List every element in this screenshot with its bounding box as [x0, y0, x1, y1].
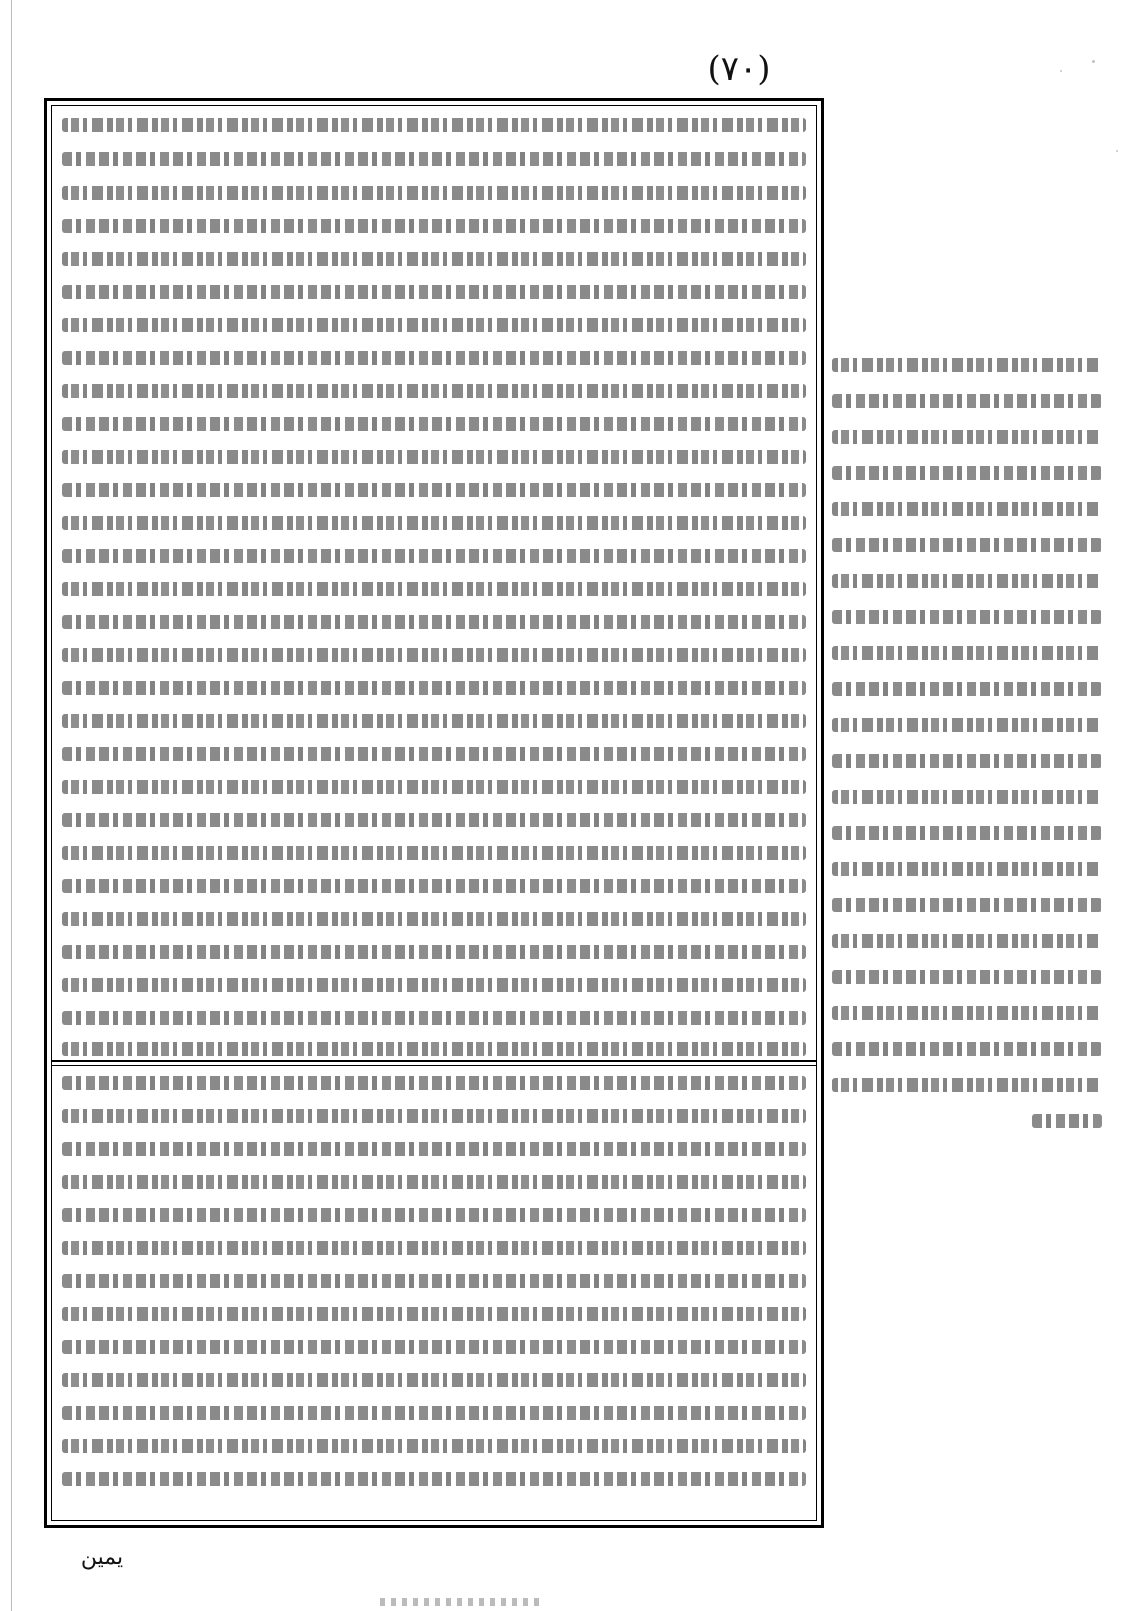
main-text-line — [62, 879, 806, 893]
main-text-line — [62, 846, 806, 860]
margin-note-line — [832, 934, 1102, 948]
scan-speck — [1092, 60, 1095, 63]
margin-note-line — [832, 862, 1102, 876]
commentary-text-line — [62, 1076, 806, 1090]
main-text-line — [62, 945, 806, 959]
binding-line — [11, 0, 12, 1611]
main-text-line — [62, 318, 806, 332]
bottom-edge-fragment — [380, 1598, 540, 1606]
main-text-line — [62, 384, 806, 398]
main-text-line — [62, 285, 806, 299]
catchword: يمين — [80, 1544, 124, 1570]
main-text-line — [62, 516, 806, 530]
main-text-line — [62, 648, 806, 662]
margin-note-line — [832, 718, 1102, 732]
main-text-line — [62, 582, 806, 596]
scan-speck — [1116, 150, 1118, 152]
main-text-line — [62, 450, 806, 464]
margin-note-line — [832, 394, 1102, 408]
commentary-text-block — [62, 1070, 806, 1514]
commentary-text-line — [62, 1340, 806, 1354]
main-text-line — [62, 681, 806, 695]
commentary-text-line — [62, 1208, 806, 1222]
main-text-line — [62, 483, 806, 497]
margin-note-line — [832, 574, 1102, 588]
margin-note-line — [832, 898, 1102, 912]
margin-note-line — [832, 754, 1102, 768]
commentary-text-line — [62, 1241, 806, 1255]
page-number: (٧٠) — [707, 49, 771, 89]
main-text-line — [62, 152, 806, 166]
main-text-line — [62, 813, 806, 827]
section-divider-top — [51, 1060, 817, 1062]
commentary-text-line — [62, 1406, 806, 1420]
commentary-text-line — [62, 1175, 806, 1189]
scan-speck — [1060, 70, 1062, 72]
margin-note-line — [832, 790, 1102, 804]
margin-note-line — [1032, 1114, 1102, 1128]
margin-note-line — [832, 358, 1102, 372]
commentary-text-line — [62, 1373, 806, 1387]
margin-note-line — [832, 970, 1102, 984]
margin-note-line — [832, 538, 1102, 552]
margin-note-line — [832, 610, 1102, 624]
commentary-text-line — [62, 1109, 806, 1123]
main-text-line — [62, 252, 806, 266]
commentary-text-line — [62, 1142, 806, 1156]
margin-note — [832, 352, 1102, 1162]
margin-note-line — [832, 466, 1102, 480]
commentary-text-line — [62, 1307, 806, 1321]
commentary-text-line — [62, 1274, 806, 1288]
main-text-line — [62, 747, 806, 761]
section-divider-bottom — [51, 1065, 817, 1066]
main-text-line — [62, 118, 806, 132]
main-text-line — [62, 780, 806, 794]
main-text-line — [62, 912, 806, 926]
margin-note-line — [832, 646, 1102, 660]
margin-note-line — [832, 1042, 1102, 1056]
margin-note-line — [832, 826, 1102, 840]
margin-note-line — [832, 1006, 1102, 1020]
margin-note-line — [832, 502, 1102, 516]
margin-note-line — [832, 682, 1102, 696]
main-text-line — [62, 978, 806, 992]
main-text-block — [62, 112, 806, 1060]
margin-note-line — [832, 1078, 1102, 1092]
main-text-line — [62, 549, 806, 563]
main-text-line — [62, 615, 806, 629]
commentary-text-line — [62, 1439, 806, 1453]
main-text-line — [62, 1042, 806, 1056]
main-text-line — [62, 219, 806, 233]
main-text-line — [62, 1011, 806, 1025]
main-text-line — [62, 714, 806, 728]
main-text-line — [62, 186, 806, 200]
main-text-line — [62, 417, 806, 431]
margin-note-line — [832, 430, 1102, 444]
main-text-line — [62, 351, 806, 365]
commentary-text-line — [62, 1472, 806, 1486]
